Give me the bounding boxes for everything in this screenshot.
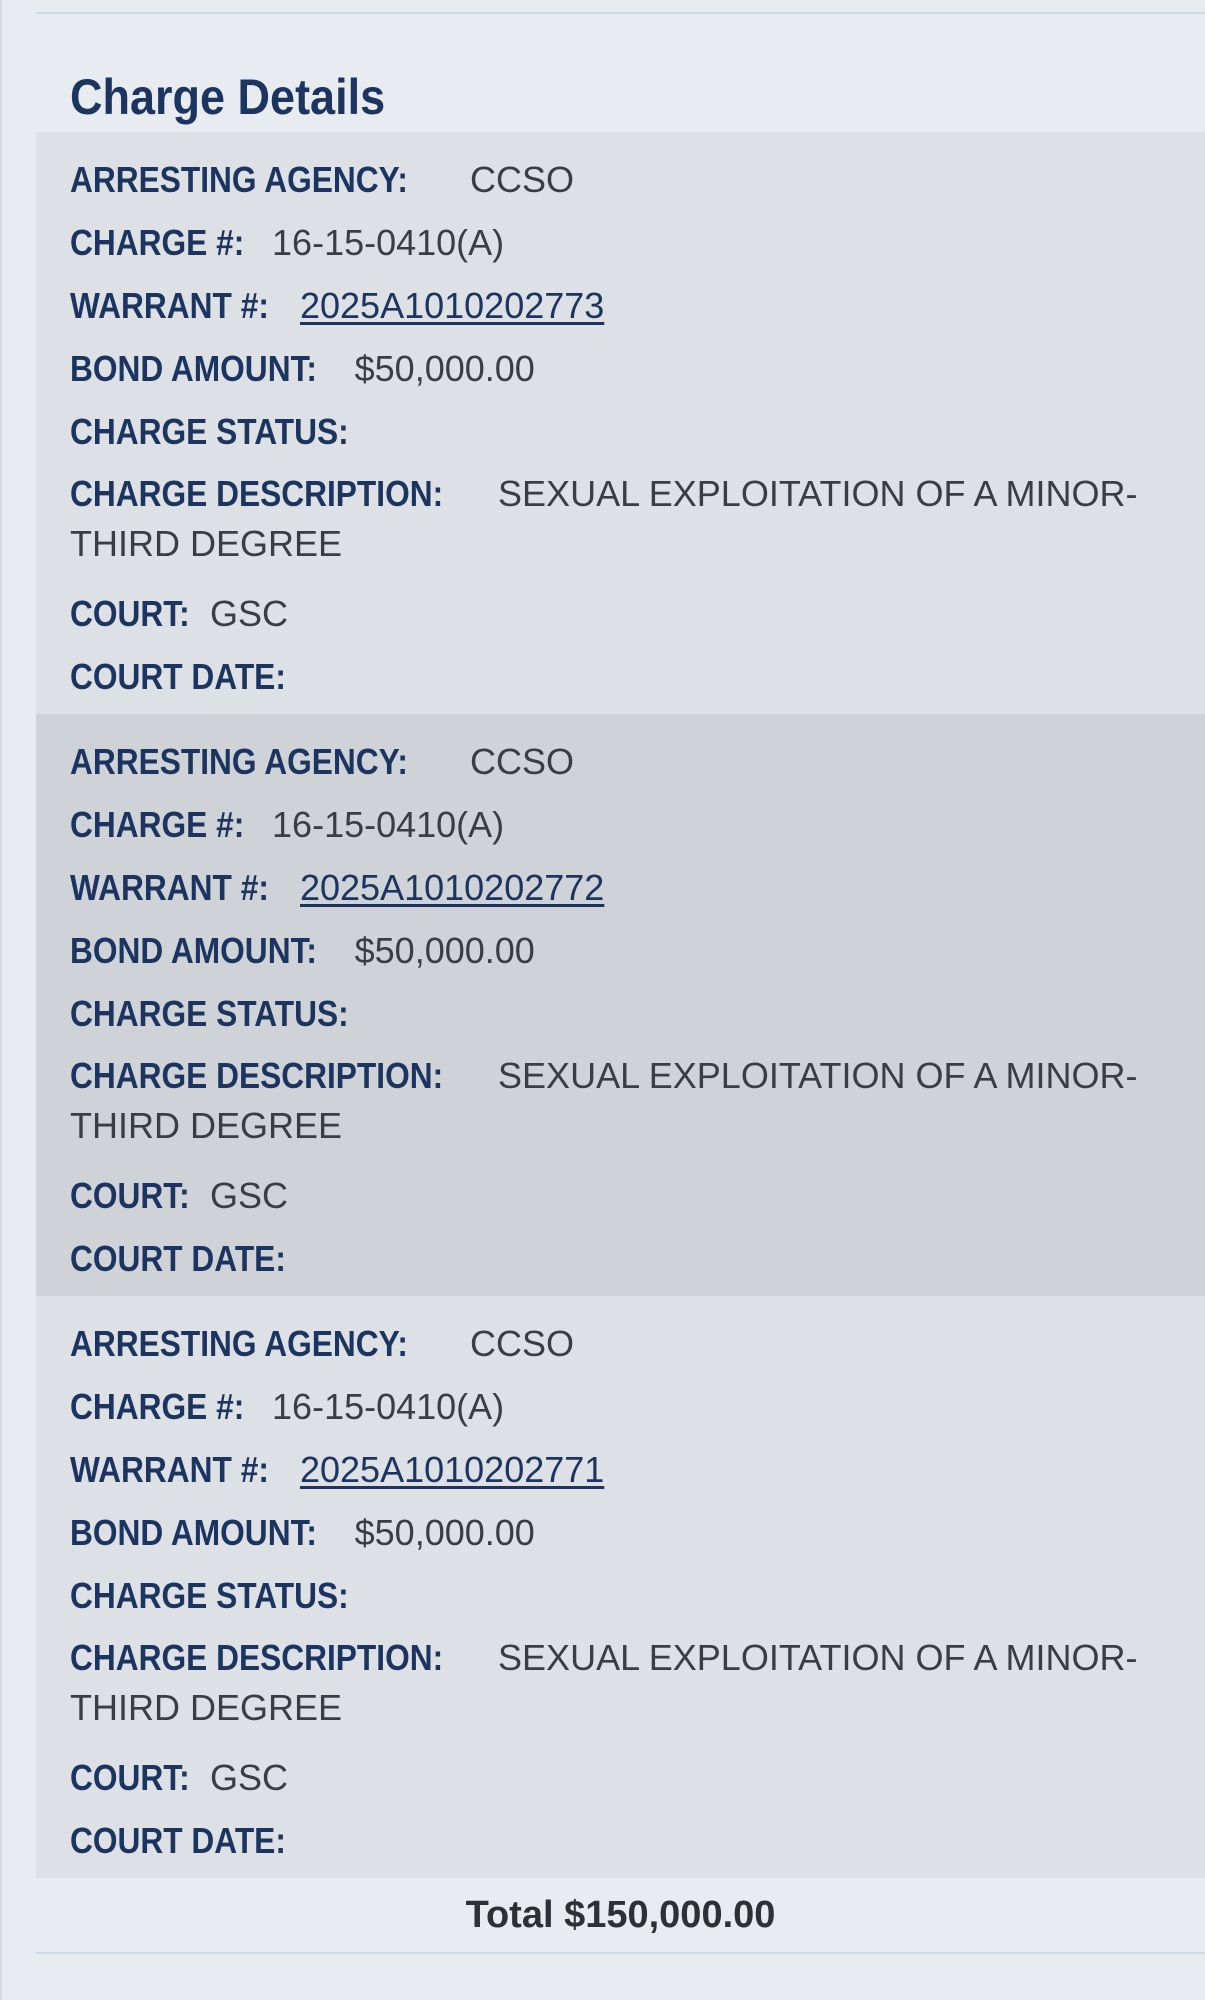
charge-status-row bbox=[70, 1564, 1205, 1627]
charge-description-label: CHARGE DESCRIPTION: bbox=[70, 1637, 444, 1678]
charge-description-row bbox=[70, 463, 1205, 582]
bond-amount-value: $50,000.00 bbox=[354, 1512, 535, 1553]
charge-status-row bbox=[70, 400, 1205, 463]
warrant-number-label: WARRANT #: bbox=[70, 285, 269, 326]
charge-record-2 bbox=[36, 714, 1205, 1296]
charge-description-value: SEXUAL EXPLOITATION OF A MINOR-THIRD DEGREE bbox=[70, 1637, 1138, 1728]
charge-status-label: CHARGE STATUS: bbox=[70, 993, 349, 1034]
court-row bbox=[70, 582, 1205, 645]
court-value: GSC bbox=[209, 593, 288, 634]
court-row bbox=[70, 1164, 1205, 1227]
charge-number-value: 16-15-0410(A) bbox=[272, 1386, 505, 1427]
charge-number-value: 16-15-0410(A) bbox=[272, 222, 505, 263]
bond-amount-label: BOND AMOUNT: bbox=[70, 348, 317, 389]
charge-description-value: SEXUAL EXPLOITATION OF A MINOR-THIRD DEGREE bbox=[70, 473, 1138, 564]
bond-amount-value: $50,000.00 bbox=[354, 348, 535, 389]
charge-description-label: CHARGE DESCRIPTION: bbox=[70, 473, 444, 514]
warrant-number-row bbox=[70, 856, 1205, 919]
charge-number-label: CHARGE #: bbox=[70, 804, 245, 845]
charge-number-value: 16-15-0410(A) bbox=[272, 804, 505, 845]
arresting-agency-row bbox=[70, 148, 1205, 211]
charge-number-row bbox=[70, 1375, 1205, 1438]
warrant-number-link[interactable]: 2025A1010202773 bbox=[299, 285, 605, 326]
warrant-number-link[interactable]: 2025A1010202771 bbox=[299, 1449, 605, 1490]
court-date-row bbox=[70, 645, 1205, 708]
top-divider bbox=[36, 12, 1205, 14]
charge-number-label: CHARGE #: bbox=[70, 1386, 245, 1427]
court-date-row bbox=[70, 1809, 1205, 1872]
arresting-agency-label: ARRESTING AGENCY: bbox=[70, 1323, 408, 1364]
charge-description-row bbox=[70, 1045, 1205, 1164]
total-bond-amount: Total $150,000.00 bbox=[465, 1894, 776, 1936]
court-label: COURT: bbox=[70, 1757, 190, 1798]
charge-number-label: CHARGE #: bbox=[70, 222, 245, 263]
arresting-agency-row bbox=[70, 730, 1205, 793]
warrant-number-row bbox=[70, 1438, 1205, 1501]
charge-record-3 bbox=[36, 1296, 1205, 1878]
court-date-label: COURT DATE: bbox=[70, 1238, 286, 1279]
court-value: GSC bbox=[209, 1757, 288, 1798]
court-date-label: COURT DATE: bbox=[70, 1820, 286, 1861]
court-label: COURT: bbox=[70, 593, 190, 634]
arresting-agency-value: CCSO bbox=[470, 1323, 575, 1364]
warrant-number-label: WARRANT #: bbox=[70, 1449, 269, 1490]
bond-amount-value: $50,000.00 bbox=[354, 930, 535, 971]
bottom-divider bbox=[36, 1952, 1205, 1954]
court-label: COURT: bbox=[70, 1175, 190, 1216]
charge-description-row bbox=[70, 1627, 1205, 1746]
charge-number-row bbox=[70, 793, 1205, 856]
bond-amount-label: BOND AMOUNT: bbox=[70, 930, 317, 971]
court-date-label: COURT DATE: bbox=[70, 656, 286, 697]
warrant-number-link[interactable]: 2025A1010202772 bbox=[299, 867, 605, 908]
charge-description-value: SEXUAL EXPLOITATION OF A MINOR-THIRD DEGREE bbox=[70, 1055, 1138, 1146]
bond-amount-row bbox=[70, 337, 1205, 400]
arresting-agency-value: CCSO bbox=[470, 159, 575, 200]
section-title: Charge Details bbox=[70, 69, 386, 125]
arresting-agency-row bbox=[70, 1312, 1205, 1375]
arresting-agency-label: ARRESTING AGENCY: bbox=[70, 159, 408, 200]
bond-amount-label: BOND AMOUNT: bbox=[70, 1512, 317, 1553]
bond-amount-row bbox=[70, 1501, 1205, 1564]
arresting-agency-label: ARRESTING AGENCY: bbox=[70, 741, 408, 782]
court-row bbox=[70, 1746, 1205, 1809]
arresting-agency-value: CCSO bbox=[470, 741, 575, 782]
charge-description-label: CHARGE DESCRIPTION: bbox=[70, 1055, 444, 1096]
charge-status-label: CHARGE STATUS: bbox=[70, 411, 349, 452]
court-value: GSC bbox=[209, 1175, 288, 1216]
warrant-number-row bbox=[70, 274, 1205, 337]
warrant-number-label: WARRANT #: bbox=[70, 867, 269, 908]
charge-number-row bbox=[70, 211, 1205, 274]
charges-list bbox=[36, 132, 1205, 1878]
charge-status-label: CHARGE STATUS: bbox=[70, 1575, 349, 1616]
charge-status-row bbox=[70, 982, 1205, 1045]
charge-record-1 bbox=[36, 132, 1205, 714]
court-date-row bbox=[70, 1227, 1205, 1290]
bond-amount-row bbox=[70, 919, 1205, 982]
